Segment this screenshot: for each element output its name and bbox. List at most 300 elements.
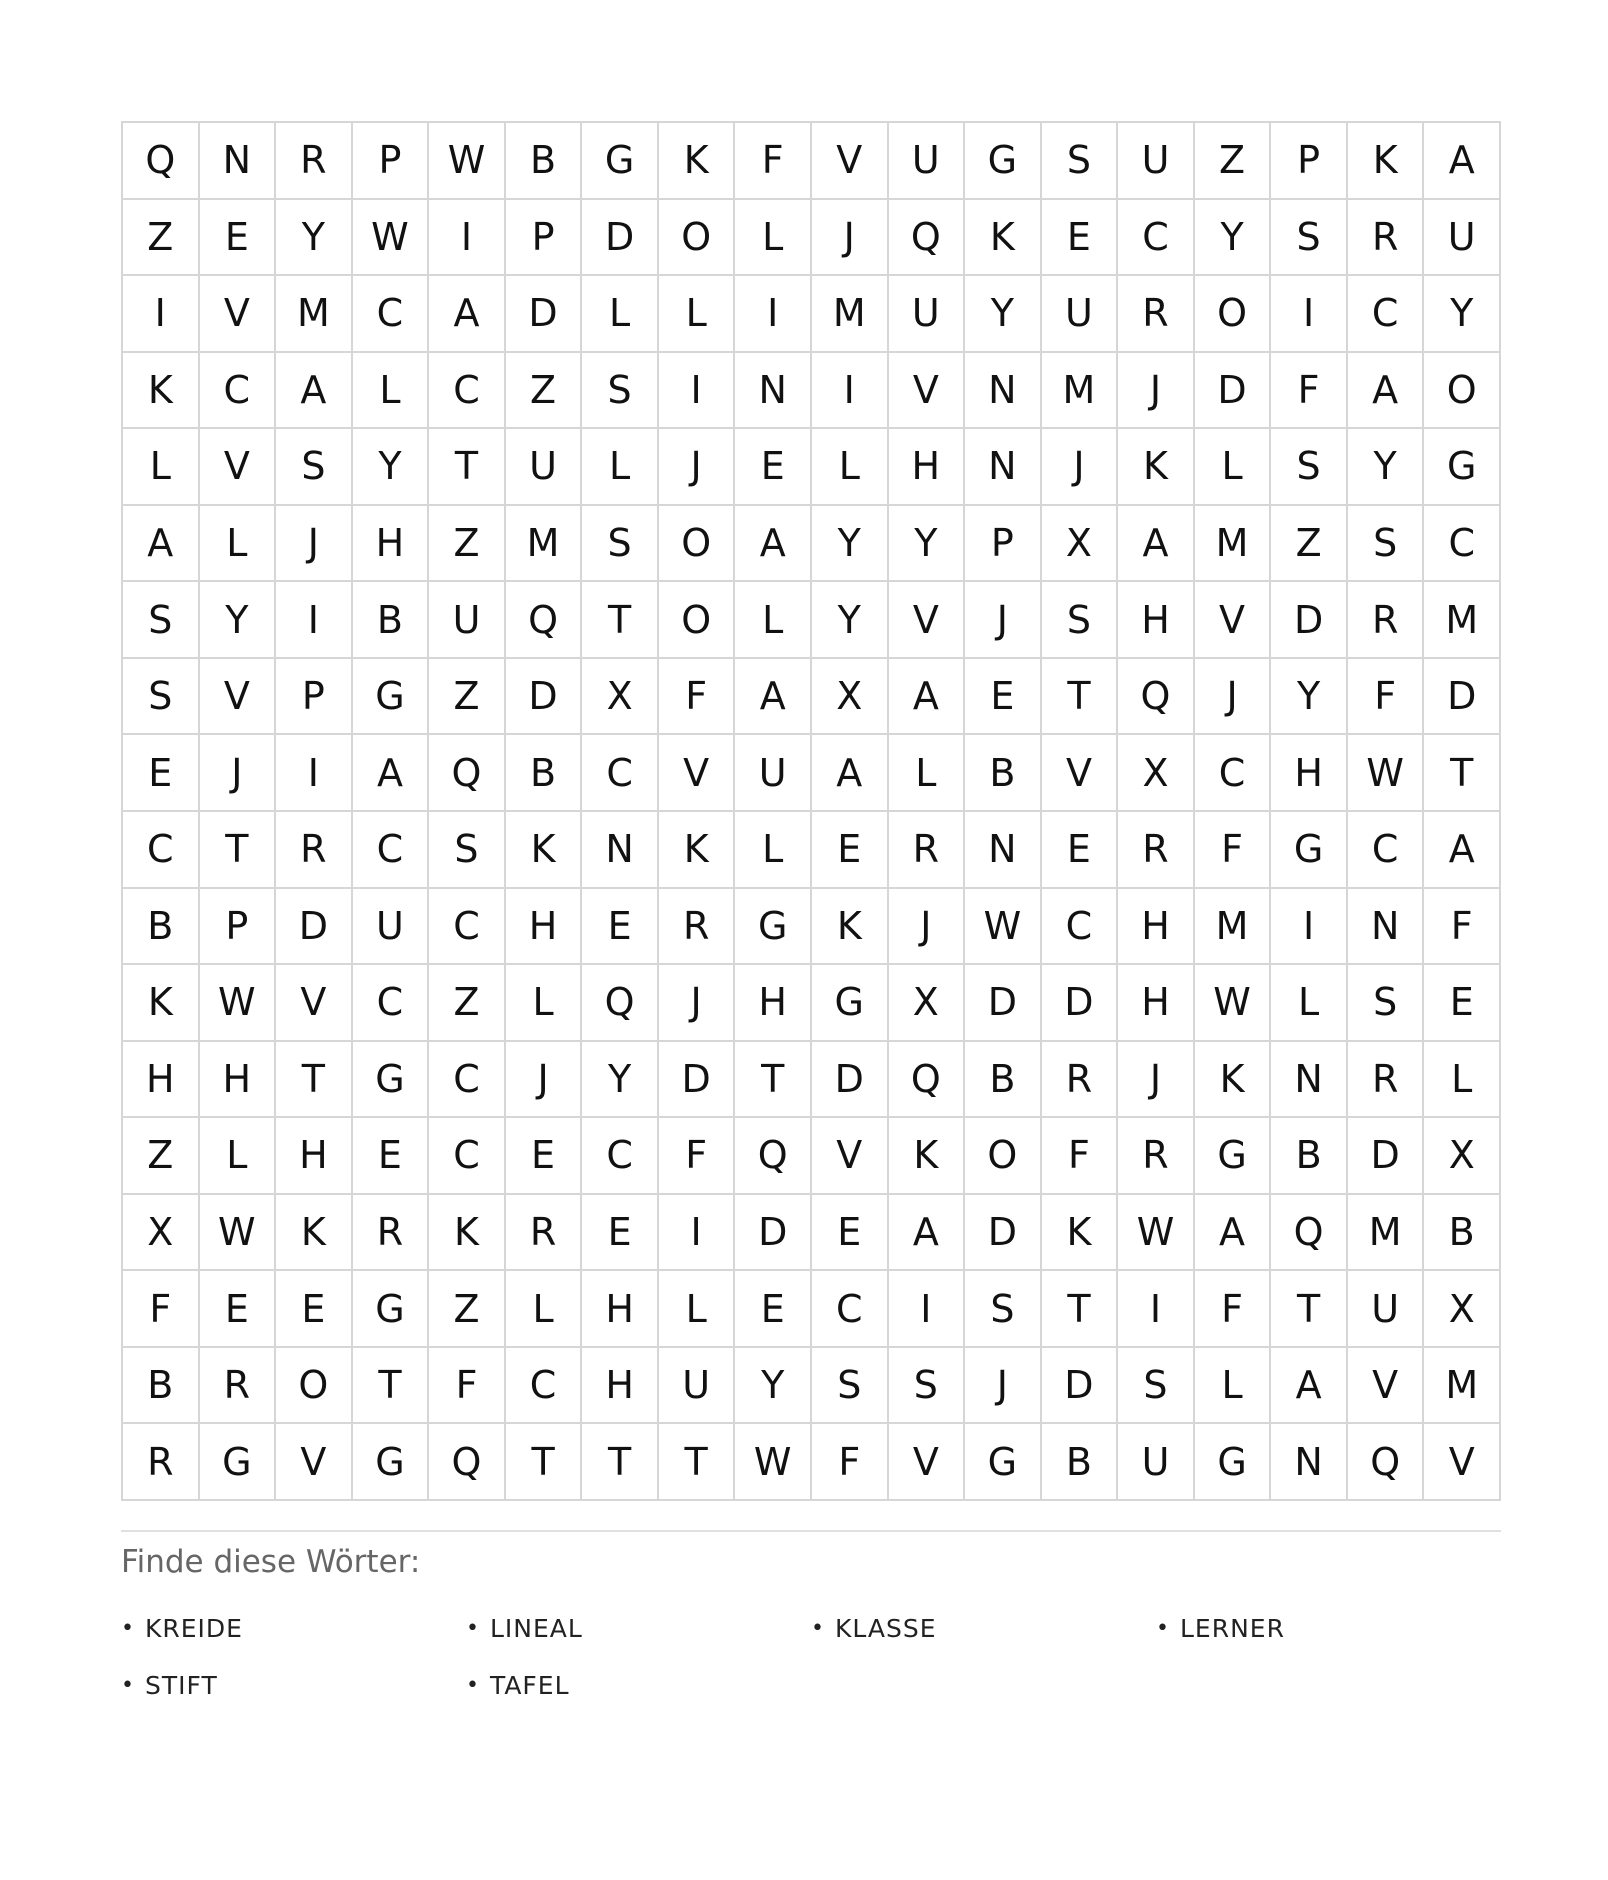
grid-cell[interactable]: C	[1348, 276, 1425, 353]
grid-cell[interactable]: T	[582, 1424, 659, 1501]
grid-cell[interactable]: X	[1424, 1271, 1501, 1348]
grid-cell[interactable]: G	[353, 1271, 430, 1348]
grid-cell[interactable]: E	[582, 1195, 659, 1272]
grid-cell[interactable]: C	[1424, 506, 1501, 583]
grid-cell[interactable]: Y	[353, 429, 430, 506]
grid-cell[interactable]: V	[276, 1424, 353, 1501]
grid-cell[interactable]: O	[659, 582, 736, 659]
grid-cell[interactable]: T	[1271, 1271, 1348, 1348]
grid-cell[interactable]: C	[200, 353, 277, 430]
grid-cell[interactable]: K	[659, 123, 736, 200]
grid-cell[interactable]: D	[965, 965, 1042, 1042]
grid-cell[interactable]: D	[1348, 1118, 1425, 1195]
grid-cell[interactable]: K	[1042, 1195, 1119, 1272]
grid-cell[interactable]: P	[1271, 123, 1348, 200]
grid-cell[interactable]: E	[965, 659, 1042, 736]
grid-cell[interactable]: B	[123, 889, 200, 966]
grid-cell[interactable]: U	[659, 1348, 736, 1425]
grid-cell[interactable]: S	[1271, 200, 1348, 277]
grid-cell[interactable]: N	[200, 123, 277, 200]
grid-cell[interactable]: A	[735, 659, 812, 736]
grid-cell[interactable]: U	[1118, 123, 1195, 200]
grid-cell[interactable]: E	[812, 1195, 889, 1272]
grid-cell[interactable]: I	[659, 1195, 736, 1272]
grid-cell[interactable]: S	[1042, 123, 1119, 200]
grid-cell[interactable]: R	[1118, 812, 1195, 889]
grid-cell[interactable]: U	[1424, 200, 1501, 277]
grid-cell[interactable]: R	[1348, 582, 1425, 659]
grid-cell[interactable]: K	[1195, 1042, 1272, 1119]
grid-cell[interactable]: L	[735, 812, 812, 889]
grid-cell[interactable]: Z	[1195, 123, 1272, 200]
grid-cell[interactable]: F	[735, 123, 812, 200]
grid-cell[interactable]: M	[1424, 582, 1501, 659]
grid-cell[interactable]: G	[965, 123, 1042, 200]
grid-cell[interactable]: J	[965, 1348, 1042, 1425]
grid-cell[interactable]: Y	[1271, 659, 1348, 736]
grid-cell[interactable]: L	[353, 353, 430, 430]
grid-cell[interactable]: D	[1424, 659, 1501, 736]
grid-cell[interactable]: F	[812, 1424, 889, 1501]
grid-cell[interactable]: M	[1348, 1195, 1425, 1272]
grid-cell[interactable]: J	[1195, 659, 1272, 736]
grid-cell[interactable]: V	[889, 353, 966, 430]
grid-cell[interactable]: C	[429, 1118, 506, 1195]
grid-cell[interactable]: A	[812, 735, 889, 812]
grid-cell[interactable]: J	[1118, 353, 1195, 430]
grid-cell[interactable]: K	[889, 1118, 966, 1195]
grid-cell[interactable]: I	[659, 353, 736, 430]
grid-cell[interactable]: A	[1424, 812, 1501, 889]
grid-cell[interactable]: E	[812, 812, 889, 889]
grid-cell[interactable]: K	[276, 1195, 353, 1272]
grid-cell[interactable]: R	[123, 1424, 200, 1501]
grid-cell[interactable]: X	[1042, 506, 1119, 583]
grid-cell[interactable]: G	[735, 889, 812, 966]
grid-cell[interactable]: E	[200, 200, 277, 277]
grid-cell[interactable]: B	[965, 735, 1042, 812]
grid-cell[interactable]: F	[1195, 812, 1272, 889]
grid-cell[interactable]: R	[1118, 1118, 1195, 1195]
grid-cell[interactable]: V	[200, 276, 277, 353]
grid-cell[interactable]: R	[276, 812, 353, 889]
grid-cell[interactable]: F	[659, 1118, 736, 1195]
grid-cell[interactable]: A	[353, 735, 430, 812]
grid-cell[interactable]: O	[1195, 276, 1272, 353]
grid-cell[interactable]: L	[1271, 965, 1348, 1042]
grid-cell[interactable]: C	[1042, 889, 1119, 966]
grid-cell[interactable]: R	[200, 1348, 277, 1425]
grid-cell[interactable]: Y	[582, 1042, 659, 1119]
grid-cell[interactable]: Q	[889, 200, 966, 277]
grid-cell[interactable]: E	[1424, 965, 1501, 1042]
grid-cell[interactable]: H	[1271, 735, 1348, 812]
grid-cell[interactable]: S	[1118, 1348, 1195, 1425]
grid-cell[interactable]: K	[1348, 123, 1425, 200]
grid-cell[interactable]: V	[1348, 1348, 1425, 1425]
grid-cell[interactable]: X	[1424, 1118, 1501, 1195]
grid-cell[interactable]: G	[1195, 1118, 1272, 1195]
grid-cell[interactable]: K	[965, 200, 1042, 277]
grid-cell[interactable]: W	[735, 1424, 812, 1501]
grid-cell[interactable]: W	[353, 200, 430, 277]
grid-cell[interactable]: V	[812, 1118, 889, 1195]
grid-cell[interactable]: E	[1042, 200, 1119, 277]
grid-cell[interactable]: R	[506, 1195, 583, 1272]
grid-cell[interactable]: X	[889, 965, 966, 1042]
grid-cell[interactable]: K	[506, 812, 583, 889]
grid-cell[interactable]: E	[353, 1118, 430, 1195]
grid-cell[interactable]: L	[123, 429, 200, 506]
grid-cell[interactable]: L	[889, 735, 966, 812]
grid-cell[interactable]: Y	[1348, 429, 1425, 506]
grid-cell[interactable]: N	[965, 429, 1042, 506]
grid-cell[interactable]: L	[582, 429, 659, 506]
grid-cell[interactable]: N	[1348, 889, 1425, 966]
grid-cell[interactable]: I	[812, 353, 889, 430]
grid-cell[interactable]: A	[1348, 353, 1425, 430]
grid-cell[interactable]: V	[200, 429, 277, 506]
grid-cell[interactable]: F	[1271, 353, 1348, 430]
grid-cell[interactable]: G	[965, 1424, 1042, 1501]
grid-cell[interactable]: A	[735, 506, 812, 583]
grid-cell[interactable]: T	[200, 812, 277, 889]
grid-cell[interactable]: T	[276, 1042, 353, 1119]
grid-cell[interactable]: J	[1118, 1042, 1195, 1119]
grid-cell[interactable]: C	[429, 353, 506, 430]
grid-cell[interactable]: T	[1042, 659, 1119, 736]
grid-cell[interactable]: B	[123, 1348, 200, 1425]
grid-cell[interactable]: J	[659, 965, 736, 1042]
grid-cell[interactable]: H	[200, 1042, 277, 1119]
grid-cell[interactable]: A	[1195, 1195, 1272, 1272]
grid-cell[interactable]: J	[812, 200, 889, 277]
grid-cell[interactable]: L	[506, 1271, 583, 1348]
grid-cell[interactable]: I	[123, 276, 200, 353]
grid-cell[interactable]: W	[1118, 1195, 1195, 1272]
grid-cell[interactable]: X	[812, 659, 889, 736]
grid-cell[interactable]: A	[889, 1195, 966, 1272]
grid-cell[interactable]: L	[735, 582, 812, 659]
grid-cell[interactable]: O	[276, 1348, 353, 1425]
grid-cell[interactable]: M	[276, 276, 353, 353]
grid-cell[interactable]: O	[965, 1118, 1042, 1195]
grid-cell[interactable]: F	[429, 1348, 506, 1425]
grid-cell[interactable]: P	[276, 659, 353, 736]
grid-cell[interactable]: Q	[1118, 659, 1195, 736]
grid-cell[interactable]: H	[1118, 965, 1195, 1042]
grid-cell[interactable]: N	[1271, 1424, 1348, 1501]
grid-cell[interactable]: A	[1424, 123, 1501, 200]
grid-cell[interactable]: V	[1424, 1424, 1501, 1501]
grid-cell[interactable]: J	[200, 735, 277, 812]
grid-cell[interactable]: F	[1348, 659, 1425, 736]
grid-cell[interactable]: B	[506, 123, 583, 200]
grid-cell[interactable]: C	[1118, 200, 1195, 277]
grid-cell[interactable]: Y	[735, 1348, 812, 1425]
grid-cell[interactable]: L	[506, 965, 583, 1042]
grid-cell[interactable]: P	[965, 506, 1042, 583]
grid-cell[interactable]: H	[1118, 889, 1195, 966]
grid-cell[interactable]: K	[123, 965, 200, 1042]
grid-cell[interactable]: B	[1424, 1195, 1501, 1272]
grid-cell[interactable]: T	[506, 1424, 583, 1501]
grid-cell[interactable]: D	[735, 1195, 812, 1272]
grid-cell[interactable]: S	[1042, 582, 1119, 659]
grid-cell[interactable]: P	[353, 123, 430, 200]
grid-cell[interactable]: Q	[123, 123, 200, 200]
grid-cell[interactable]: W	[200, 1195, 277, 1272]
grid-cell[interactable]: R	[659, 889, 736, 966]
grid-cell[interactable]: Y	[200, 582, 277, 659]
grid-cell[interactable]: I	[889, 1271, 966, 1348]
grid-cell[interactable]: Y	[812, 582, 889, 659]
grid-cell[interactable]: U	[353, 889, 430, 966]
grid-cell[interactable]: D	[965, 1195, 1042, 1272]
grid-cell[interactable]: S	[889, 1348, 966, 1425]
grid-cell[interactable]: U	[429, 582, 506, 659]
grid-cell[interactable]: Z	[429, 965, 506, 1042]
grid-cell[interactable]: C	[812, 1271, 889, 1348]
grid-cell[interactable]: D	[506, 659, 583, 736]
grid-cell[interactable]: H	[353, 506, 430, 583]
grid-cell[interactable]: Y	[812, 506, 889, 583]
grid-cell[interactable]: E	[506, 1118, 583, 1195]
grid-cell[interactable]: X	[1118, 735, 1195, 812]
grid-cell[interactable]: F	[1424, 889, 1501, 966]
grid-cell[interactable]: O	[659, 200, 736, 277]
grid-cell[interactable]: V	[200, 659, 277, 736]
grid-cell[interactable]: Y	[1424, 276, 1501, 353]
grid-cell[interactable]: Q	[429, 735, 506, 812]
grid-cell[interactable]: R	[1042, 1042, 1119, 1119]
grid-cell[interactable]: H	[735, 965, 812, 1042]
grid-cell[interactable]: R	[1118, 276, 1195, 353]
grid-cell[interactable]: I	[1271, 889, 1348, 966]
grid-cell[interactable]: T	[659, 1424, 736, 1501]
grid-cell[interactable]: Z	[1271, 506, 1348, 583]
grid-cell[interactable]: H	[889, 429, 966, 506]
grid-cell[interactable]: S	[812, 1348, 889, 1425]
grid-cell[interactable]: D	[1042, 1348, 1119, 1425]
grid-cell[interactable]: W	[200, 965, 277, 1042]
grid-cell[interactable]: I	[276, 582, 353, 659]
grid-cell[interactable]: D	[276, 889, 353, 966]
grid-cell[interactable]: N	[735, 353, 812, 430]
grid-cell[interactable]: R	[889, 812, 966, 889]
grid-cell[interactable]: R	[276, 123, 353, 200]
grid-cell[interactable]: U	[1118, 1424, 1195, 1501]
grid-cell[interactable]: L	[1195, 1348, 1272, 1425]
grid-cell[interactable]: Y	[1195, 200, 1272, 277]
grid-cell[interactable]: L	[1195, 429, 1272, 506]
grid-cell[interactable]: I	[276, 735, 353, 812]
grid-cell[interactable]: T	[735, 1042, 812, 1119]
grid-cell[interactable]: D	[506, 276, 583, 353]
grid-cell[interactable]: M	[812, 276, 889, 353]
grid-cell[interactable]: U	[889, 123, 966, 200]
grid-cell[interactable]: J	[1042, 429, 1119, 506]
grid-cell[interactable]: Q	[735, 1118, 812, 1195]
grid-cell[interactable]: J	[276, 506, 353, 583]
grid-cell[interactable]: L	[1424, 1042, 1501, 1119]
grid-cell[interactable]: A	[429, 276, 506, 353]
grid-cell[interactable]: U	[889, 276, 966, 353]
grid-cell[interactable]: I	[429, 200, 506, 277]
grid-cell[interactable]: C	[1195, 735, 1272, 812]
grid-cell[interactable]: U	[735, 735, 812, 812]
grid-cell[interactable]: H	[506, 889, 583, 966]
grid-cell[interactable]: C	[1348, 812, 1425, 889]
grid-cell[interactable]: N	[965, 353, 1042, 430]
grid-cell[interactable]: K	[659, 812, 736, 889]
grid-cell[interactable]: Y	[889, 506, 966, 583]
grid-cell[interactable]: K	[1118, 429, 1195, 506]
grid-cell[interactable]: F	[1042, 1118, 1119, 1195]
grid-cell[interactable]: H	[123, 1042, 200, 1119]
grid-cell[interactable]: C	[353, 812, 430, 889]
grid-cell[interactable]: G	[812, 965, 889, 1042]
grid-cell[interactable]: X	[123, 1195, 200, 1272]
grid-cell[interactable]: G	[353, 1042, 430, 1119]
grid-cell[interactable]: S	[123, 582, 200, 659]
grid-cell[interactable]: J	[506, 1042, 583, 1119]
grid-cell[interactable]: N	[1271, 1042, 1348, 1119]
grid-cell[interactable]: U	[506, 429, 583, 506]
grid-cell[interactable]: M	[1195, 506, 1272, 583]
grid-cell[interactable]: M	[506, 506, 583, 583]
grid-cell[interactable]: Q	[1348, 1424, 1425, 1501]
grid-cell[interactable]: J	[659, 429, 736, 506]
grid-cell[interactable]: B	[353, 582, 430, 659]
grid-cell[interactable]: M	[1424, 1348, 1501, 1425]
grid-cell[interactable]: O	[1424, 353, 1501, 430]
grid-cell[interactable]: G	[200, 1424, 277, 1501]
grid-cell[interactable]: J	[889, 889, 966, 966]
grid-cell[interactable]: Q	[582, 965, 659, 1042]
grid-cell[interactable]: L	[200, 1118, 277, 1195]
grid-cell[interactable]: U	[1042, 276, 1119, 353]
grid-cell[interactable]: G	[1271, 812, 1348, 889]
grid-cell[interactable]: S	[582, 353, 659, 430]
grid-cell[interactable]: R	[1348, 1042, 1425, 1119]
grid-cell[interactable]: Q	[1271, 1195, 1348, 1272]
grid-cell[interactable]: Q	[429, 1424, 506, 1501]
grid-cell[interactable]: C	[506, 1348, 583, 1425]
grid-cell[interactable]: C	[582, 735, 659, 812]
grid-cell[interactable]: V	[276, 965, 353, 1042]
grid-cell[interactable]: Z	[429, 1271, 506, 1348]
grid-cell[interactable]: S	[429, 812, 506, 889]
grid-cell[interactable]: H	[582, 1348, 659, 1425]
grid-cell[interactable]: B	[1271, 1118, 1348, 1195]
grid-cell[interactable]: V	[1195, 582, 1272, 659]
grid-cell[interactable]: O	[659, 506, 736, 583]
grid-cell[interactable]: B	[1042, 1424, 1119, 1501]
grid-cell[interactable]: Z	[506, 353, 583, 430]
grid-cell[interactable]: V	[659, 735, 736, 812]
grid-cell[interactable]: V	[889, 582, 966, 659]
grid-cell[interactable]: I	[735, 276, 812, 353]
grid-cell[interactable]: Z	[429, 506, 506, 583]
grid-cell[interactable]: Z	[123, 1118, 200, 1195]
grid-cell[interactable]: G	[353, 659, 430, 736]
grid-cell[interactable]: W	[429, 123, 506, 200]
grid-cell[interactable]: P	[506, 200, 583, 277]
grid-cell[interactable]: Z	[429, 659, 506, 736]
grid-cell[interactable]: S	[582, 506, 659, 583]
grid-cell[interactable]: A	[1118, 506, 1195, 583]
grid-cell[interactable]: Q	[506, 582, 583, 659]
grid-cell[interactable]: E	[1042, 812, 1119, 889]
grid-cell[interactable]: A	[889, 659, 966, 736]
grid-cell[interactable]: H	[276, 1118, 353, 1195]
grid-cell[interactable]: B	[506, 735, 583, 812]
grid-cell[interactable]: C	[123, 812, 200, 889]
grid-cell[interactable]: L	[659, 276, 736, 353]
grid-cell[interactable]: E	[735, 429, 812, 506]
grid-cell[interactable]: I	[1271, 276, 1348, 353]
grid-cell[interactable]: R	[353, 1195, 430, 1272]
grid-cell[interactable]: E	[200, 1271, 277, 1348]
grid-cell[interactable]: S	[1348, 506, 1425, 583]
grid-cell[interactable]: K	[812, 889, 889, 966]
grid-cell[interactable]: D	[1271, 582, 1348, 659]
grid-cell[interactable]: V	[1042, 735, 1119, 812]
grid-cell[interactable]: F	[123, 1271, 200, 1348]
grid-cell[interactable]: W	[965, 889, 1042, 966]
grid-cell[interactable]: G	[1424, 429, 1501, 506]
grid-cell[interactable]: G	[353, 1424, 430, 1501]
grid-cell[interactable]: P	[200, 889, 277, 966]
grid-cell[interactable]: C	[429, 1042, 506, 1119]
grid-cell[interactable]: A	[1271, 1348, 1348, 1425]
grid-cell[interactable]: E	[276, 1271, 353, 1348]
grid-cell[interactable]: H	[1118, 582, 1195, 659]
grid-cell[interactable]: S	[965, 1271, 1042, 1348]
grid-cell[interactable]: J	[965, 582, 1042, 659]
grid-cell[interactable]: X	[582, 659, 659, 736]
grid-cell[interactable]: W	[1195, 965, 1272, 1042]
grid-cell[interactable]: S	[1348, 965, 1425, 1042]
grid-cell[interactable]: D	[1042, 965, 1119, 1042]
grid-cell[interactable]: G	[582, 123, 659, 200]
grid-cell[interactable]: N	[582, 812, 659, 889]
grid-cell[interactable]: M	[1195, 889, 1272, 966]
grid-cell[interactable]: C	[353, 276, 430, 353]
grid-cell[interactable]: I	[1118, 1271, 1195, 1348]
grid-cell[interactable]: F	[1195, 1271, 1272, 1348]
grid-cell[interactable]: R	[1348, 200, 1425, 277]
grid-cell[interactable]: F	[659, 659, 736, 736]
grid-cell[interactable]: L	[200, 506, 277, 583]
grid-cell[interactable]: T	[1424, 735, 1501, 812]
grid-cell[interactable]: G	[1195, 1424, 1272, 1501]
grid-cell[interactable]: Y	[276, 200, 353, 277]
grid-cell[interactable]: T	[429, 429, 506, 506]
grid-cell[interactable]: Y	[965, 276, 1042, 353]
grid-cell[interactable]: Z	[123, 200, 200, 277]
grid-cell[interactable]: W	[1348, 735, 1425, 812]
grid-cell[interactable]: L	[735, 200, 812, 277]
grid-cell[interactable]: Q	[889, 1042, 966, 1119]
grid-cell[interactable]: V	[889, 1424, 966, 1501]
grid-cell[interactable]: U	[1348, 1271, 1425, 1348]
grid-cell[interactable]: A	[123, 506, 200, 583]
grid-cell[interactable]: D	[812, 1042, 889, 1119]
grid-cell[interactable]: K	[429, 1195, 506, 1272]
grid-cell[interactable]: C	[582, 1118, 659, 1195]
